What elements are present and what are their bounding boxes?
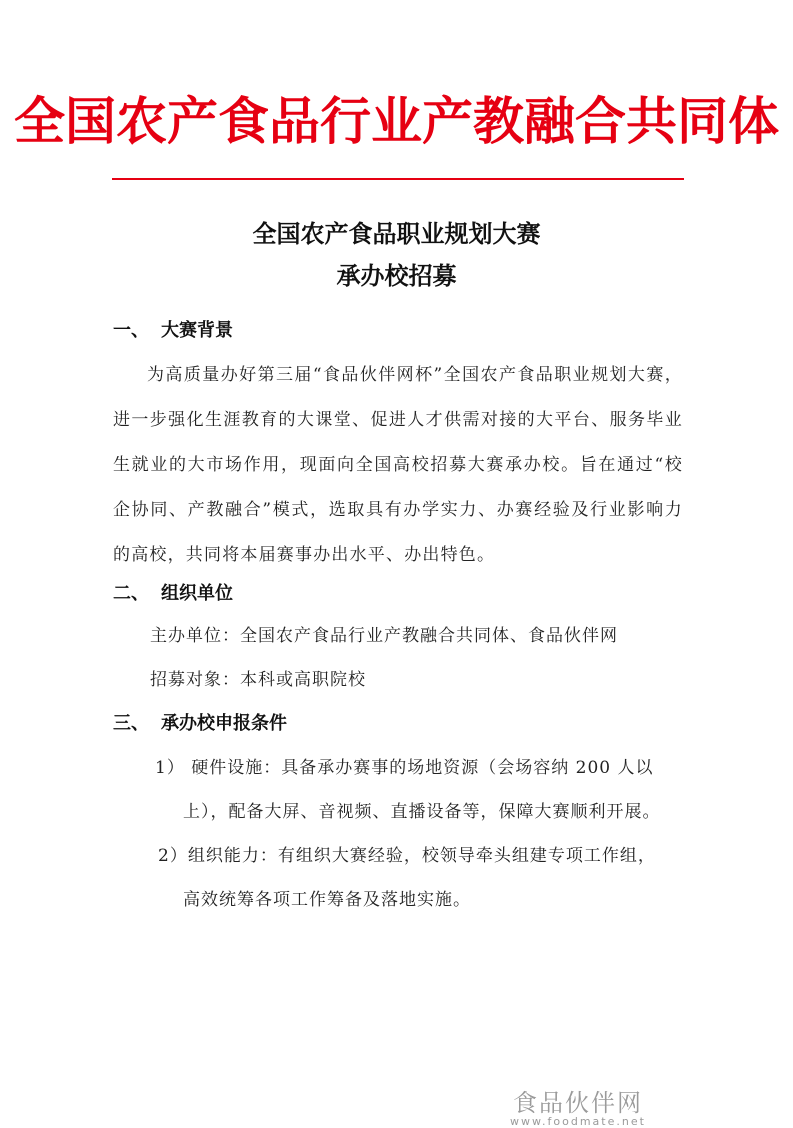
document-title-line2: 承办校招募 — [336, 261, 457, 290]
condition-item-organization-line2: 高效统筹各项工作筹备及落地实施。 — [183, 890, 471, 910]
section-heading-conditions — [113, 712, 287, 736]
document-title-line1: 全国农产食品职业规划大赛 — [252, 219, 541, 248]
section-title: 承办校申报条件 — [161, 713, 287, 734]
masthead-divider — [112, 178, 684, 180]
organizer-line: 主办单位：全国农产食品行业产教融合共同体、食品伙伴网 — [150, 626, 618, 646]
section-title: 大赛背景 — [161, 320, 233, 341]
watermark-logo — [498, 1090, 658, 1128]
section-title: 组织单位 — [161, 583, 233, 604]
section-heading-organizers — [113, 582, 233, 606]
watermark-text: 食品伙伴网 — [513, 1089, 643, 1117]
section-heading-background — [113, 319, 233, 343]
masthead-title: 全国农产食品行业产教融合共同体 — [13, 92, 779, 152]
section-number: 二、 — [113, 583, 149, 604]
section-number: 一、 — [113, 320, 149, 341]
condition-item-organization-line1: 2）组织能力：有组织大赛经验，校领导牵头组建专项工作组， — [158, 846, 656, 866]
condition-item-hardware-line1: 1） 硬件设施：具备承办赛事的场地资源（会场容纳 200 人以 — [155, 758, 654, 778]
background-paragraph: 为高质量办好第三届“食品伙伴网杯”全国农产食品职业规划大赛，进一步强化生涯教育的大课堂、促进人才供需对接的大平台、服务毕业生就业的大市场作用，现面向全国高校招募大赛承办校。旨在通过“校企协同、产教融合”模式，选取具有办学实力、办赛经验及行业影响力的高校，共同将本届赛事办出水平、办出特色。 — [113, 365, 683, 565]
section-number: 三、 — [113, 713, 149, 734]
watermark-url: www.foodmate.net — [510, 1115, 646, 1128]
condition-item-hardware-line2: 上），配备大屏、音视频、直播设备等，保障大赛顺利开展。 — [183, 802, 661, 822]
recruit-target-line: 招募对象：本科或高职院校 — [150, 670, 366, 690]
